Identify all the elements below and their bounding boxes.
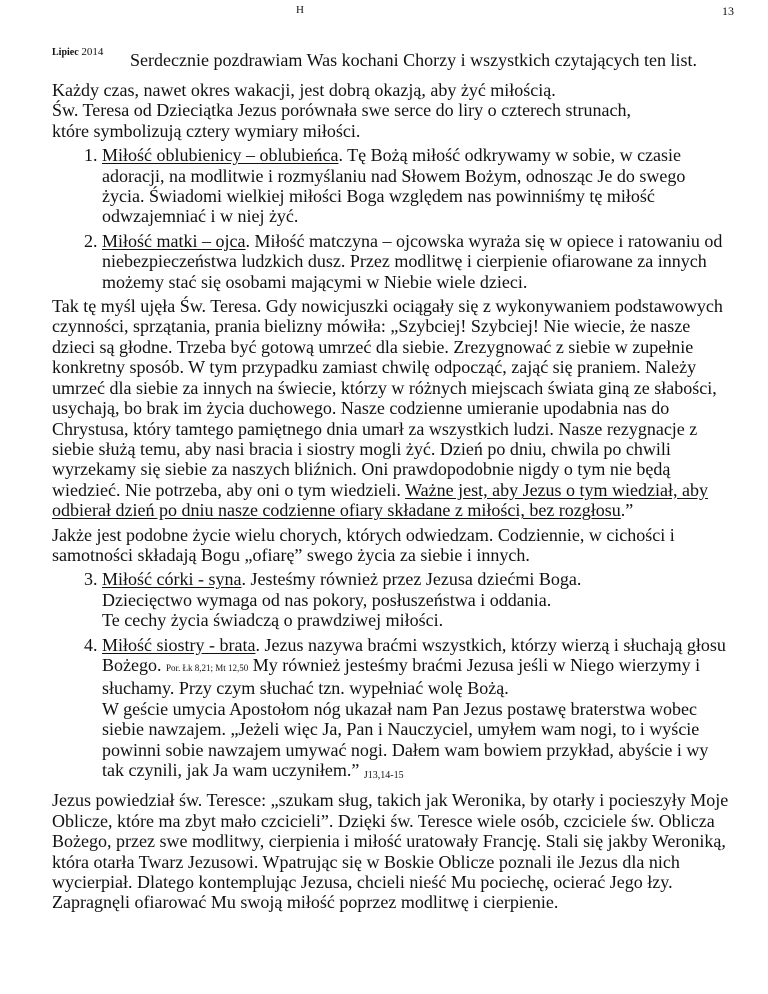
intro-line-1: Każdy czas, nawet okres wakacji, jest dobrą okazją, aby żyć miłością. [52,80,556,100]
weronika-paragraph: Jezus powiedział św. Teresce: „szukam sług, takich jak Weronika, by otarły i pocieszyły Moje Oblicze, które ma zbyt mało czcicieli”. Dzięki św. Teresce wiele osób, czciciele św. Oblicza Bożego, przez swe modlitwy, cierpienia i miłość uratowały Francję. Stali się jakby Weroniką, która otarła Twarz Jezusowi. Wpatrując się w Boskie Oblicze poznali ile Jezus dla nich wycierpiał. Dlatego kontemplując Jezusa, chcieli nieść Mu pociechę, ocierać Jego łzy. Zapragnęli ofiarować Mu swoją miłość poprzez modlitwę i cierpienie. [52,790,729,913]
letter-body [52,80,732,913]
love-item-4-text-c: W geście umycia Apostołom nóg ukazał nam Pan Jezus postawę braterstwa wobec siebie nawzajem. „Jeżeli więc Ja, Pan i Nauczyciel, umyłem wam nogi, to i wyście powinni sobie nawzajem umywać nogi. Dałem wam bowiem przykład, abyście i wy tak czynili, jak Ja wam uczyniłem.” [102,698,709,780]
intro-line-2: Św. Teresa od Dzieciątka Jezus porównała swe serce do liry o czterech strunach, [52,100,632,121]
love-item-4-text-a: . Jezus nazywa braćmi wszystkich, którzy wierzą i słuchają głosu Bożego. [102,634,726,675]
love-item-3-text: . Jesteśmy również przez Jezusa dziećmi Boga. [241,569,582,590]
love-item-3 [102,569,732,630]
love-list-b [52,569,732,786]
love-item-4 [102,635,732,787]
love-item-2 [102,231,732,292]
love-item-2-text: . Miłość matczyna – ojcowska wyraża się w opiece i ratowaniu od niebezpieczeństwa ludzkich dusz. Przez modlitwę i cierpienie ofiarowane za innych możemy stać się osobami mającymi w Niebie wiele dzieci. [102,230,723,292]
date-label [52,46,103,58]
love-item-3-title: Miłość córki - syna [102,569,242,590]
love-item-4-title: Miłość siostry - brata [102,634,256,655]
love-item-4-text-b: My również jesteśmy braćmi Jezusa jeśli w Niego wierzymy i słuchamy. Przy czym słuchać tzn. wypełniać wolę Bożą. [102,654,701,699]
teresa-paragraph [52,296,732,520]
love-item-2-title: Miłość matki – ojca [102,230,246,251]
teresa-text: Tak tę myśl ujęła Św. Teresa. Gdy nowicjuszki ociągały się z wykonywaniem podstawowych czynności, sprzątania, prania bielizny mówiła: „Szybciej! Szybciej! Nie wiecie, że nasze dzieci są głodne. Trzeba być gotową umrzeć dla siebie. Zrezygnować z siebie w zupełnie konkretny sposób. W tym przypadku zamiast chwilę odpocząć, zająć się praniem. Należy umrzeć dla siebie za innych na świecie, którzy w różnych miejscach świata giną ze słabości, usychają, bo brak im życia duchowego. Nasze codzienne umieranie upodabnia nas do Chrystusa, który tamtego pamiętnego dnia umarł za wszystkich ludzi. Nasze rezygnacje z siebie służą temu, aby nasi bracia i siostry mogli żyć. Dzień po dniu, chwila po chwili wyrzekamy się siebie za naszych bliźnich. Oni prawdopodobnie nigdy o tym nie będą wiedzieć. Nie potrzeba, aby oni o tym wiedzieli. [52,296,723,500]
love-item-3-line-3: Te cechy życia świadczą o prawdziwej miłości. [102,610,444,631]
chorzy-paragraph: Jakże jest podobne życie wielu chorych, których odwiedzam. Codziennie, w cichości i samotności składają Bogu „ofiarę” swego życia za siebie i innych. [52,524,675,565]
intro-line-3: które symbolizują cztery wymiary miłości. [52,120,361,141]
header-letter: H [296,4,304,16]
love-item-3-line-2: Dziecięctwo wymaga od nas pokory, posłuszeństwa i oddania. [102,589,552,610]
teresa-end: .” [620,500,634,521]
love-item-1-title: Miłość oblubienicy – oblubieńca [102,145,339,166]
greeting: Serdecznie pozdrawiam Was kochani Chorzy i wszystkich czytających ten list. [130,50,698,70]
scripture-reference-1: Por. Łk 8,21; Mt 12,50 [165,662,249,673]
teresa-underlined-text: Ważne jest, aby Jezus o tym wiedział, aby odbierał dzień po dniu nasze codzienne ofiary składane z miłości, bez rozgłosu [52,479,709,521]
love-list-a [52,145,732,292]
date-month: Lipiec [52,47,79,58]
love-item-1 [102,145,732,227]
love-item-1-text: . Tę Bożą miłość odkrywamy w sobie, w czasie adoracji, na modlitwie i rozmyślaniu nad Słowem Bożym, odnosząc Je do swego życia. Świadomi wielkiej miłości Boga względem nas powinniśmy tę miłość odwzajemniać i w niej żyć. [102,145,686,227]
date-year: 2014 [81,46,104,58]
intro-paragraph [52,80,732,141]
scripture-reference-2: J13,14-15 [363,770,404,781]
page-number: 13 [722,4,734,18]
